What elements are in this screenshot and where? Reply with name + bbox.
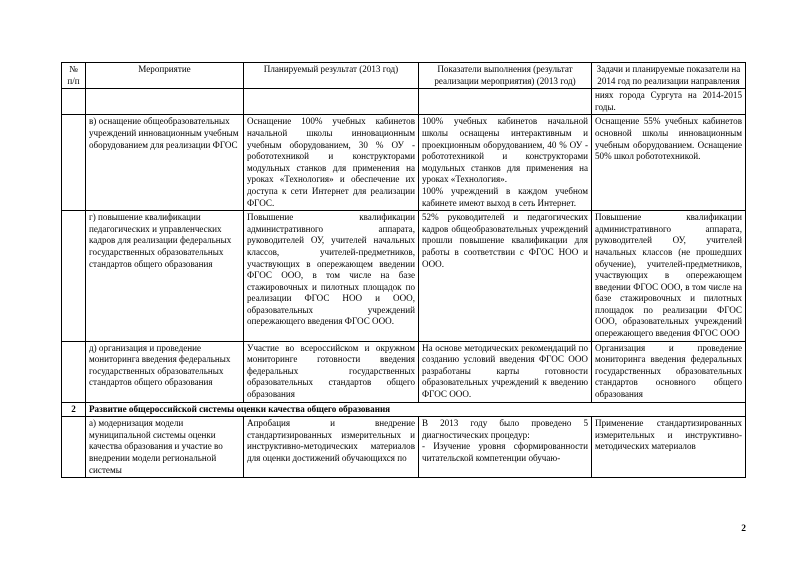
cell-number: [62, 115, 86, 211]
header-cell-indicators: Показатели выполнения (результат реализации мероприятия) (2013 год): [419, 63, 592, 89]
indicator-paragraph: 100% учреждений в каждом учебном кабинете имеют выход в сеть Интернет.: [422, 185, 588, 208]
table-row: [62, 417, 746, 478]
cell-planned-result: [244, 89, 419, 115]
cell-section-number: 2: [62, 402, 86, 417]
indicator-paragraph: 100% учебных кабинетов начальной школы оснащены интерактивным и проекционным оборудованием, 40 % ОУ - робототехникой и конструкторами модульных станков для применения на уроках «Технология».: [422, 116, 588, 185]
table-section-row: [62, 402, 746, 417]
cell-number: [62, 211, 86, 342]
cell-section-title: Развитие общероссийской системы оценки качества общего образования: [86, 402, 746, 417]
page-number: 2: [741, 524, 746, 534]
cell-indicators: 52% руководителей и педагогических кадров общеобразовательных учреждений прошли повышение квалификации для работы в соответствии с ФГОС НОО и ООО.: [419, 211, 592, 342]
cell-planned-result: Повышение квалификации административного аппарата, руководителей ОУ, учителей начальных классов, учителей-предметников, участвующих в опережающем введении ФГОС ООО, в том числе на базе стажировочных и пилотных площадок по реализации ФГОС НОО и ООО, образовательных учреждений опережающего введения ФГОС ООО.: [244, 211, 419, 342]
table-row: [62, 115, 746, 211]
cell-tasks: Организация и проведение мониторинга введения федеральных государственных образовательных стандартов основного общего образования: [592, 341, 746, 402]
table-row-continuation: [62, 89, 746, 115]
header-row: [62, 63, 746, 89]
cell-indicators: На основе методических рекомендаций по созданию условий введения ФГОС ООО разработаны карты готовности образовательных учреждений к введению ФГОС ООО.: [419, 341, 592, 402]
header-cell-tasks: Задачи и планируемые показатели на 2014 год по реализации направления: [592, 63, 746, 89]
activities-table: [61, 62, 746, 478]
cell-planned-result: Участие во всероссийском и окружном мониторинге готовности введения федеральных государственных образовательных стандартов общего образования: [244, 341, 419, 402]
cell-tasks: Применение стандартизированных измерительных и инструктивно-методических материалов: [592, 417, 746, 478]
cell-indicators: [419, 89, 592, 115]
cell-planned-result: Оснащение 100% учебных кабинетов начальной школы инновационным учебным оборудованием, 30 % ОУ - робототехникой и конструкторами модульных станков для применения на уроках «Технология» и обеспечение их доступа к сети Интернет для реализации ФГОС.: [244, 115, 419, 211]
header-number-line2: п/п: [67, 75, 80, 86]
cell-event: а) модернизация модели муниципальной системы оценки качества образования и участие во внедрении модели региональной системы: [86, 417, 244, 478]
cell-number: [62, 341, 86, 402]
cell-number: [62, 417, 86, 478]
header-cell-number: [62, 63, 86, 89]
indicator-paragraph: - Изучение уровня сформированности читательской компетенции обучаю-: [422, 441, 588, 463]
cell-planned-result: Апробация и внедрение стандартизированных измерительных и инструктивно-методических материалов для оценки достижений обучающихся по: [244, 417, 419, 478]
cell-tasks: Повышение квалификации административного аппарата, руководителей ОУ, учителей начальных классов (не прошедших обучение), учителей-предметников, участвующих в опережающем введении ФГОС ООО, в том числе на базе стажировочных и пилотных площадок по реализации ФГОС ООО, образовательных учреждений опережающего введения ФГОС ООО: [592, 211, 746, 342]
cell-tasks: Оснащение 55% учебных кабинетов основной школы инновационным учебным оборудованием. Оснащение 50% школ робототехникой.: [592, 115, 746, 211]
table-body: [62, 89, 746, 478]
cell-event: [86, 89, 244, 115]
table-row: [62, 211, 746, 342]
header-number-line1: №: [69, 64, 78, 74]
cell-number: [62, 89, 86, 115]
cell-indicators: [419, 115, 592, 211]
cell-event: д) организация и проведение мониторинга введения федеральных государственных образовательных стандартов общего образования: [86, 341, 244, 402]
cell-event: в) оснащение общеобразовательных учреждений инновационным учебным оборудованием для реализации ФГОС: [86, 115, 244, 211]
header-cell-planned-result: Планируемый результат (2013 год): [244, 63, 419, 89]
cell-indicators: [419, 417, 592, 478]
table-row: [62, 341, 746, 402]
cell-tasks: ниях города Сургута на 2014-2015 годы.: [592, 89, 746, 115]
header-cell-event: Мероприятие: [86, 63, 244, 89]
cell-event: г) повышение квалификации педагогических и управленческих кадров для реализации федеральных государственных образовательных стандартов общего образования: [86, 211, 244, 342]
indicator-paragraph: В 2013 году было проведено 5 диагностических процедур:: [422, 418, 588, 440]
table-header: [62, 63, 746, 89]
